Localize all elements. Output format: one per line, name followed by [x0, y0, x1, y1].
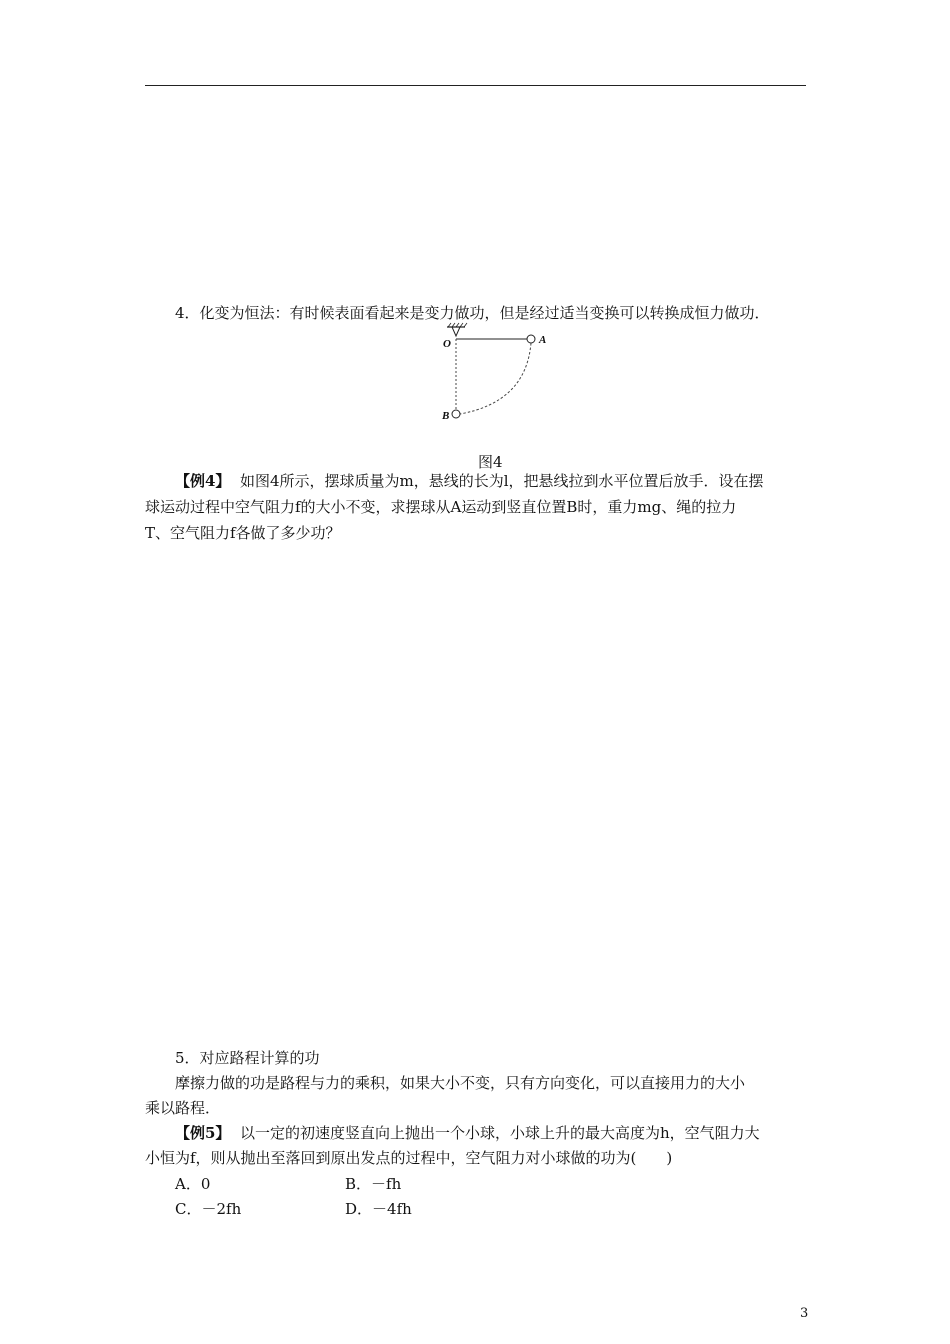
example-4-line-1: [175, 471, 764, 491]
section-5-heading: 5．对应路程计算的功: [175, 1049, 320, 1067]
swing-arc: [460, 343, 531, 414]
option-a: A．0: [175, 1175, 211, 1193]
example-4-text-1: 如图4所示，摆球质量为m，悬线的长为l，把悬线拉到水平位置后放手．设在摆: [239, 472, 764, 490]
example-4-line-3: T、空气阻力f各做了多少功？: [145, 524, 341, 542]
ball-b: [452, 410, 460, 418]
example-4-line-2: 球运动过程中空气阻力f的大小不变，求摆球从A运动到竖直位置B时，重力mg、绳的拉力: [145, 498, 737, 516]
example-5-line-2: 小恒为f，则从抛出至落回到原出发点的过程中，空气阻力对小球做的功为( ): [145, 1149, 673, 1167]
example-4-tag: 【例4】: [175, 472, 231, 490]
section-5-para-line-2: 乘以路程．: [145, 1099, 221, 1117]
example-5-text-1: 以一定的初速度竖直向上抛出一个小球，小球上升的最大高度为h，空气阻力大: [239, 1124, 760, 1142]
section-4-heading: 4．化变为恒法：有时候表面看起来是变力做功，但是经过适当变换可以转换成恒力做功．: [175, 304, 770, 322]
section-5-para-line-1: 摩擦力做的功是路程与力的乘积，如果大小不变，只有方向变化，可以直接用力的大小: [175, 1074, 746, 1092]
label-a: A: [539, 334, 547, 346]
option-d: D．－4fh: [345, 1200, 412, 1218]
pendulum-figure: [438, 322, 548, 426]
label-b: B: [442, 410, 450, 422]
option-b: B．－fh: [345, 1175, 402, 1193]
example-5-tag: 【例5】: [175, 1124, 231, 1142]
example-5-line-1: [175, 1123, 760, 1143]
page-number: 3: [800, 1306, 809, 1321]
label-o: O: [443, 338, 451, 350]
ceiling-support: [447, 323, 467, 336]
option-c: C．－2fh: [175, 1200, 242, 1218]
header-rule: [145, 85, 806, 86]
figure-caption: 图4: [478, 453, 503, 471]
ball-a: [527, 335, 535, 343]
